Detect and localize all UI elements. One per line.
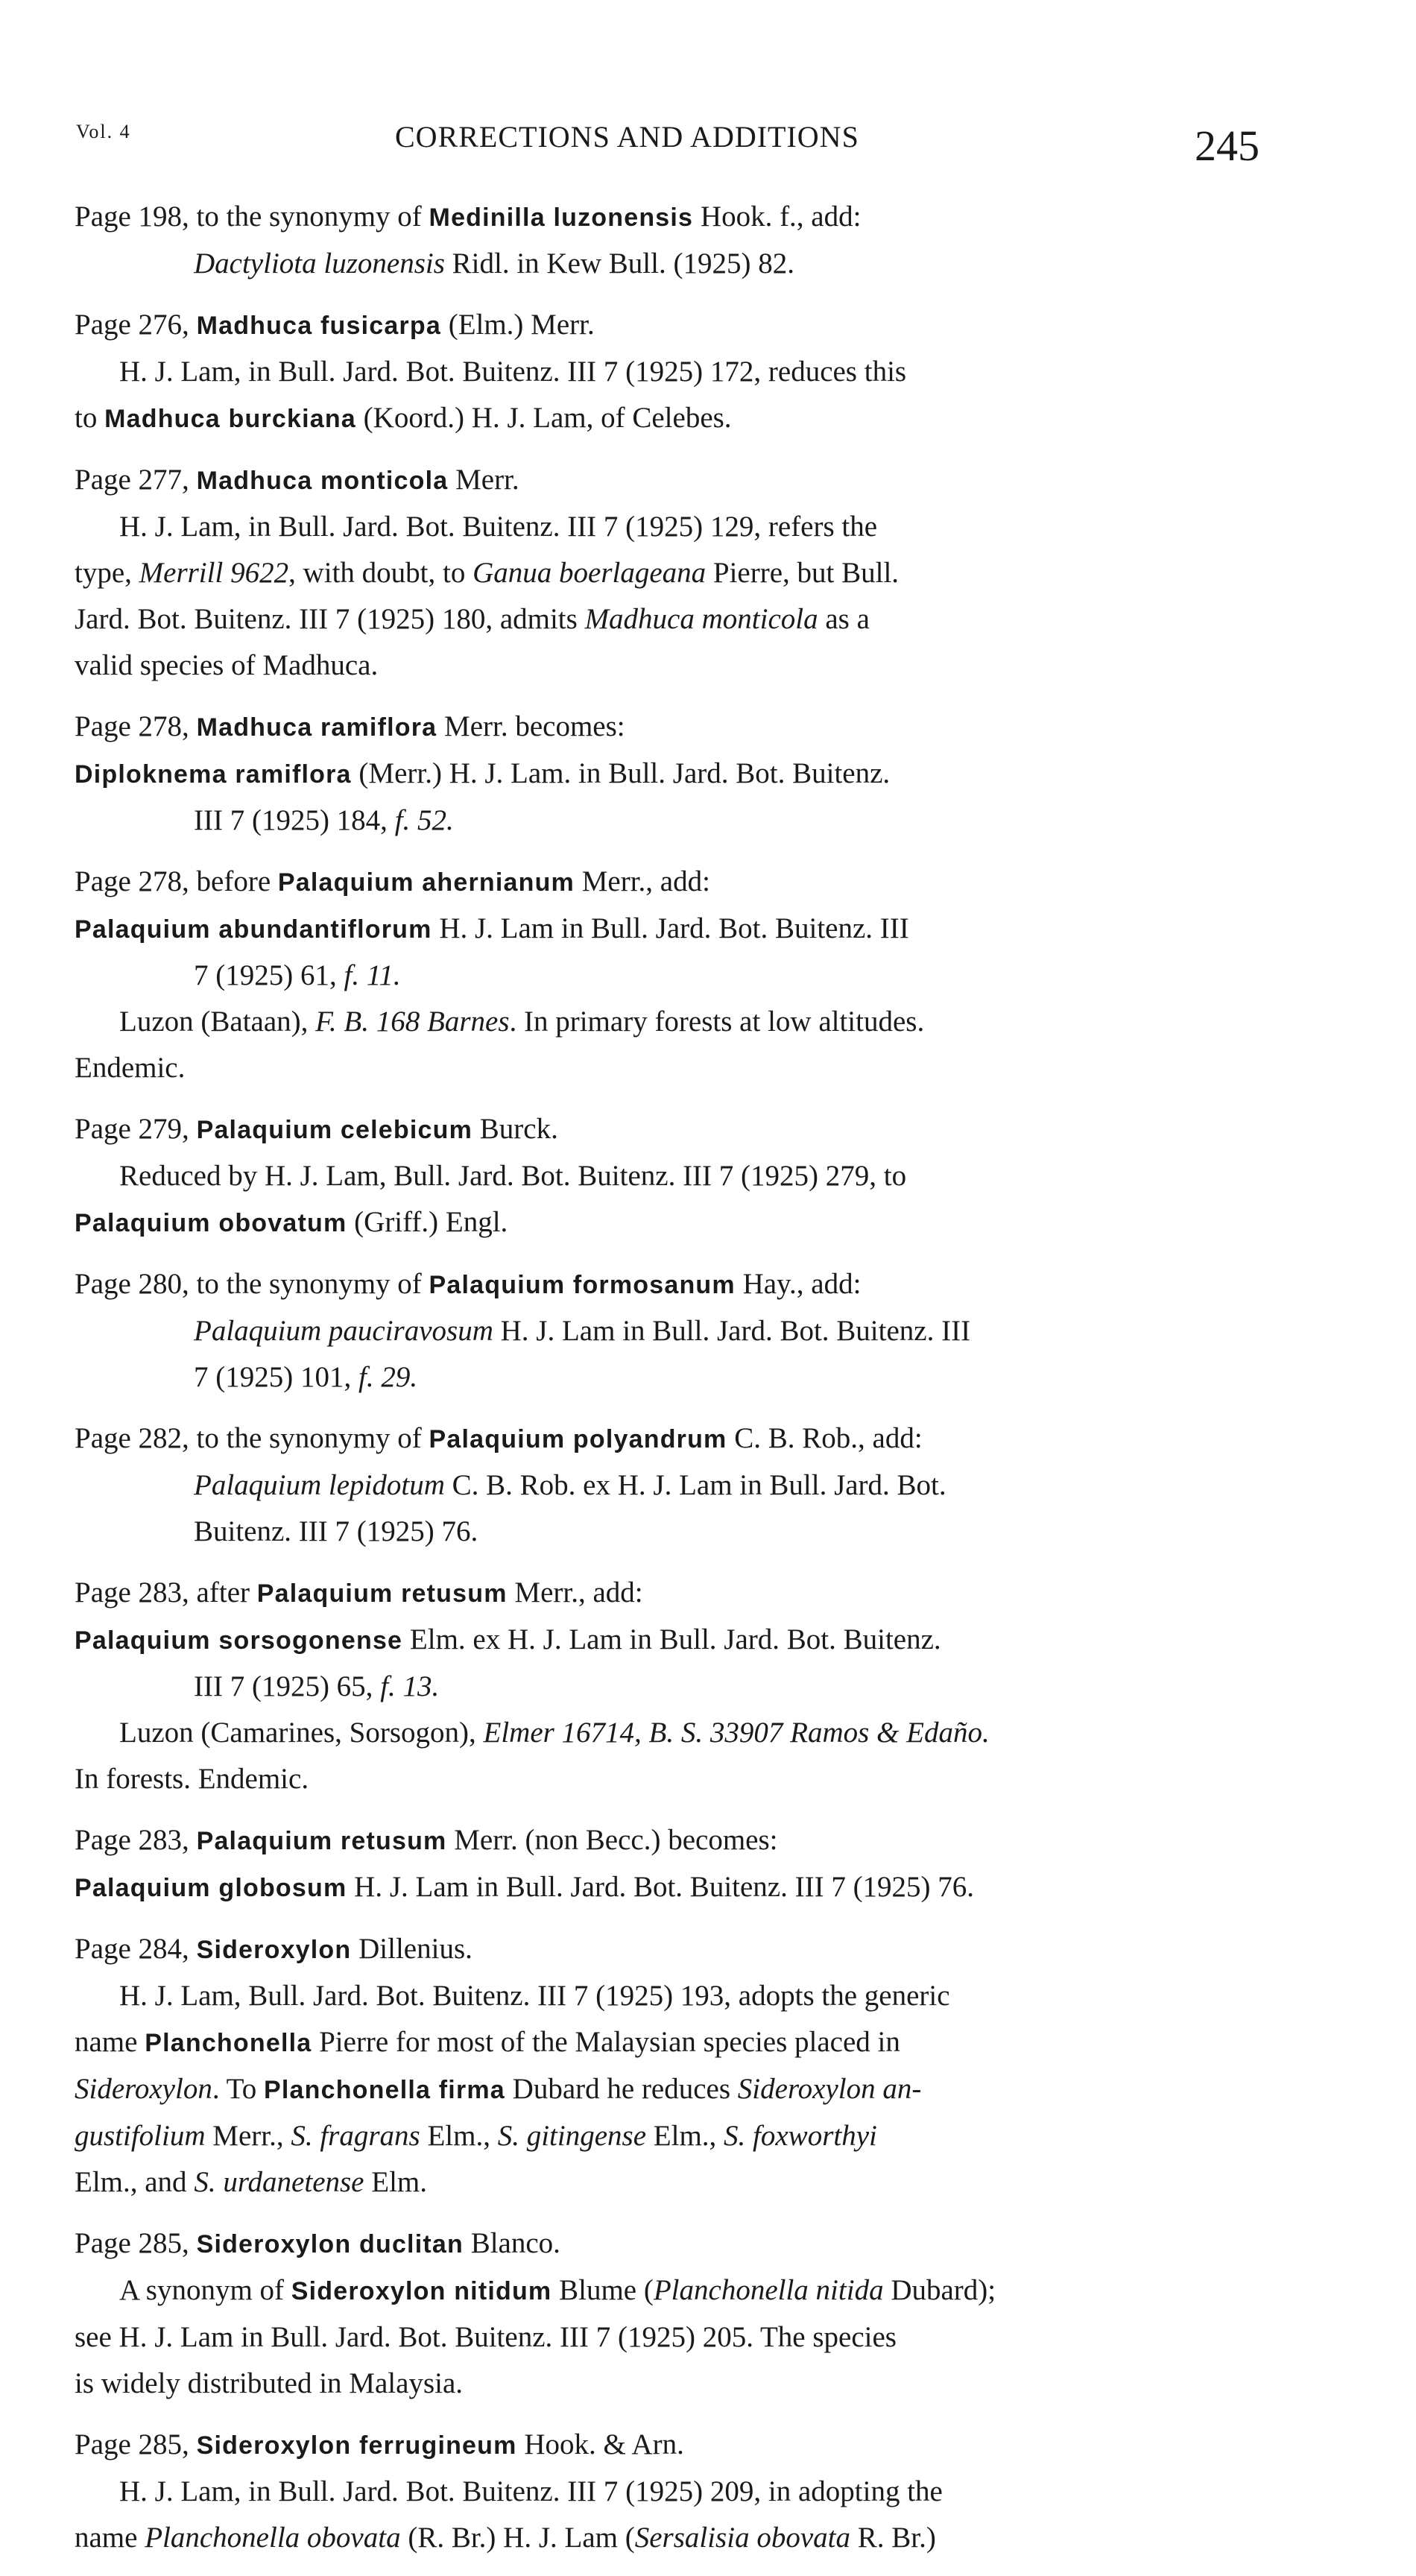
text-segment: 7 (1925) 61, xyxy=(194,959,344,991)
text-segment: name xyxy=(75,2026,145,2058)
text-segment: see H. J. Lam in Bull. Jard. Bot. Buitenz. III 7 (1925) 205. The species xyxy=(75,2321,897,2353)
species-name: Palaquium abundantiflorum xyxy=(75,915,432,944)
entry xyxy=(75,2422,1259,2561)
species-name: Palaquium celebicum xyxy=(196,1116,473,1144)
italic-text: Sersalisia obovata xyxy=(634,2522,850,2554)
text-segment: A synonym of xyxy=(119,2274,291,2306)
text-segment: Luzon (Bataan), xyxy=(119,1006,316,1038)
text-segment: . To xyxy=(212,2073,264,2105)
entry-line xyxy=(75,2314,1259,2361)
entry xyxy=(75,859,1259,1091)
text-segment: Merr. (non Becc.) becomes: xyxy=(446,1824,778,1856)
text-segment: Page 285, xyxy=(75,2227,197,2259)
text-segment: Page 285, xyxy=(75,2428,197,2460)
text-segment: Buitenz. III 7 (1925) 76. xyxy=(194,1515,478,1547)
text-segment: Elm., xyxy=(646,2120,724,2152)
entry xyxy=(75,194,1259,287)
text-segment: C. B. Rob., add: xyxy=(727,1422,923,1454)
italic-text: f. 52. xyxy=(394,804,454,836)
text-segment: Ridl. in Kew Bull. (1925) 82. xyxy=(444,247,794,280)
species-name: Palaquium obovatum xyxy=(75,1209,347,1237)
entry-line xyxy=(75,1926,1259,1973)
entry-line xyxy=(75,1415,1259,1462)
italic-text: Planchonella nitida xyxy=(653,2274,884,2306)
entry-line xyxy=(75,2422,1259,2469)
text-segment: . In primary forests at low altitudes. xyxy=(509,1006,925,1038)
italic-text: S. fragrans xyxy=(291,2120,420,2152)
italic-text: Dactyliota luzonensis xyxy=(194,247,445,280)
entry-line xyxy=(75,2361,1259,2407)
text-segment: Page 283, xyxy=(75,1824,197,1856)
entry-line xyxy=(75,2159,1259,2206)
entry-line xyxy=(75,1509,1259,1555)
text-segment: H. J. Lam in Bull. Jard. Bot. Buitenz. III xyxy=(432,912,909,944)
text-segment: Page 284, xyxy=(75,1933,197,1965)
species-name: Madhuca burckiana xyxy=(104,405,356,433)
species-name: Palaquium ahernianum xyxy=(277,868,575,897)
species-name: Palaquium sorsogonense xyxy=(75,1626,403,1655)
text-segment: H. J. Lam, Bull. Jard. Bot. Buitenz. III 7 (1925) 193, adopts the generic xyxy=(119,1980,950,2012)
text-segment: valid species of Madhuca. xyxy=(75,649,379,681)
species-name: Sideroxylon ferrugineum xyxy=(196,2431,517,2460)
entry-line xyxy=(75,1664,1259,1710)
text-segment: (Griff.) Engl. xyxy=(347,1206,508,1238)
entry-line xyxy=(75,1045,1259,1091)
text-segment: Merr. xyxy=(448,464,519,496)
text-segment: Blanco. xyxy=(463,2227,560,2259)
entry xyxy=(75,1817,1259,1911)
text-segment: Hook. f., add: xyxy=(693,201,862,233)
species-name: Palaquium retusum xyxy=(196,1827,447,1855)
species-name: Planchonella firma xyxy=(264,2076,505,2104)
entry xyxy=(75,1570,1259,1802)
entry-line xyxy=(75,241,1259,287)
text-segment: Page 198, to the synonymy of xyxy=(75,201,429,233)
italic-text: S. urdanetense xyxy=(194,2166,364,2198)
entry-line xyxy=(75,1354,1259,1401)
text-segment: Dubard he reduces xyxy=(505,2073,738,2105)
italic-text: S. gitingense xyxy=(497,2120,647,2152)
entry-line xyxy=(75,1199,1259,1246)
italic-text: Madhuca monticola xyxy=(584,603,818,635)
text-segment: to xyxy=(75,402,105,434)
text-segment: Page 277, xyxy=(75,464,197,496)
species-name: Madhuca fusicarpa xyxy=(196,312,441,340)
page-number: 245 xyxy=(1195,121,1259,170)
entry-line xyxy=(75,1973,1259,2019)
entry-line xyxy=(75,2220,1259,2267)
entry-line xyxy=(75,953,1259,999)
entry-line xyxy=(75,504,1259,550)
italic-text: Sideroxylon an- xyxy=(737,2073,922,2105)
text-segment: H. J. Lam, in Bull. Jard. Bot. Buitenz. III 7 (1925) 129, refers the xyxy=(119,511,878,543)
text-segment: Page 278, before xyxy=(75,865,278,897)
text-segment: H. J. Lam in Bull. Jard. Bot. Buitenz. III xyxy=(493,1315,971,1347)
text-segment: Page 278, xyxy=(75,710,197,742)
text-segment: In forests. Endemic. xyxy=(75,1763,309,1795)
entry-line xyxy=(75,302,1259,349)
text-segment: Reduced by H. J. Lam, Bull. Jard. Bot. Buitenz. III 7 (1925) 279, to xyxy=(119,1160,907,1192)
italic-text: Sideroxylon xyxy=(75,2073,212,2105)
italic-text: gustifolium xyxy=(75,2120,206,2152)
entry-line xyxy=(75,1710,1259,1756)
text-segment: Merr., xyxy=(205,2120,291,2152)
text-segment: Pierre, but Bull. xyxy=(706,557,900,589)
entry-line xyxy=(75,1106,1259,1153)
text-segment: Elm., xyxy=(420,2120,498,2152)
entry-line xyxy=(75,2469,1259,2515)
entry-line xyxy=(75,1261,1259,1308)
text-segment: Merr. becomes: xyxy=(437,710,625,742)
text-segment: C. B. Rob. ex H. J. Lam in Bull. Jard. Bot. xyxy=(444,1469,946,1501)
entry-line xyxy=(75,457,1259,504)
entry-line xyxy=(75,999,1259,1045)
entry-line xyxy=(75,906,1259,953)
entry-line xyxy=(75,2515,1259,2561)
entry xyxy=(75,2220,1259,2407)
text-segment: Dillenius. xyxy=(351,1933,472,1965)
text-segment: Page 280, to the synonymy of xyxy=(75,1268,429,1300)
entry-line xyxy=(75,1617,1259,1664)
entry-line xyxy=(75,1817,1259,1864)
text-segment: Luzon (Camarines, Sorsogon), xyxy=(119,1717,484,1749)
text-segment: Page 279, xyxy=(75,1113,197,1145)
text-segment: Jard. Bot. Buitenz. III 7 (1925) 180, admits xyxy=(75,603,585,635)
text-segment: Blume ( xyxy=(551,2274,654,2306)
entry xyxy=(75,1926,1259,2206)
italic-text: Ganua boerlageana xyxy=(472,557,707,589)
species-name: Sideroxylon xyxy=(196,1936,352,1964)
text-segment: is widely distributed in Malaysia. xyxy=(75,2367,464,2399)
entry-line xyxy=(75,349,1259,395)
text-segment: H. J. Lam in Bull. Jard. Bot. Buitenz. III 7 (1925) 76. xyxy=(347,1871,975,1903)
entry-line xyxy=(75,1570,1259,1617)
entry-line xyxy=(75,1756,1259,1802)
page-header xyxy=(75,112,1259,194)
italic-text: Palaquium lepidotum xyxy=(194,1469,445,1501)
species-name: Madhuca monticola xyxy=(196,467,449,495)
species-name: Palaquium formosanum xyxy=(429,1271,736,1299)
text-segment: Hook. & Arn. xyxy=(516,2428,684,2460)
italic-text: f. 29. xyxy=(358,1361,418,1393)
italic-text: Palaquium pauciravosum xyxy=(194,1315,493,1347)
entry xyxy=(75,704,1259,844)
text-segment: Burck. xyxy=(472,1113,558,1145)
italic-text: F. B. 168 Barnes xyxy=(315,1006,510,1038)
entry-line xyxy=(75,643,1259,689)
text-segment: Elm. xyxy=(364,2166,427,2198)
entry-line xyxy=(75,1462,1259,1509)
species-name: Sideroxylon nitidum xyxy=(291,2277,552,2305)
text-segment: (R. Br.) H. J. Lam ( xyxy=(400,2522,635,2554)
entry-line xyxy=(75,550,1259,596)
text-segment: as a xyxy=(818,603,870,635)
species-name: Palaquium globosum xyxy=(75,1874,347,1902)
text-segment: R. Br.) xyxy=(850,2522,936,2554)
text-segment: Page 282, to the synonymy of xyxy=(75,1422,429,1454)
text-segment: , with doubt, to xyxy=(288,557,473,589)
entry-line xyxy=(75,798,1259,844)
entry-line xyxy=(75,1308,1259,1354)
volume-label: Vol. 4 xyxy=(76,121,131,142)
species-name: Palaquium polyandrum xyxy=(429,1425,727,1453)
italic-text: f. 11. xyxy=(344,959,401,991)
entry-line xyxy=(75,704,1259,751)
text-segment: (Merr.) H. J. Lam. in Bull. Jard. Bot. Buitenz. xyxy=(351,757,891,789)
species-name: Diploknema ramiflora xyxy=(75,760,352,789)
text-segment: Page 276, xyxy=(75,309,197,341)
text-segment: Pierre for most of the Malaysian species placed in xyxy=(312,2026,900,2058)
entries-list xyxy=(75,194,1259,2561)
entry-line xyxy=(75,751,1259,798)
text-segment: III 7 (1925) 65, xyxy=(194,1670,381,1702)
text-segment: Elm. ex H. J. Lam in Bull. Jard. Bot. Buitenz. xyxy=(402,1623,941,1655)
text-segment: Merr., add: xyxy=(507,1576,643,1609)
entry-line xyxy=(75,2066,1259,2113)
text-segment: (Elm.) Merr. xyxy=(440,309,595,341)
entry xyxy=(75,1415,1259,1555)
text-segment: name xyxy=(75,2522,145,2554)
entry-line xyxy=(75,2019,1259,2066)
entry-line xyxy=(75,859,1259,906)
text-segment: Hay., add: xyxy=(735,1268,862,1300)
text-segment: Page 283, after xyxy=(75,1576,257,1609)
entry xyxy=(75,1106,1259,1246)
species-name: Madhuca ramiflora xyxy=(196,713,437,742)
running-title: CORRECTIONS AND ADDITIONS xyxy=(395,120,859,154)
species-name: Planchonella xyxy=(145,2029,312,2057)
italic-text: f. 13. xyxy=(380,1670,440,1702)
entry-line xyxy=(75,395,1259,442)
text-segment: Endemic. xyxy=(75,1052,186,1084)
species-name: Medinilla luzonensis xyxy=(429,203,694,232)
entry-line xyxy=(75,1864,1259,1911)
text-segment: Elm., and xyxy=(75,2166,195,2198)
text-segment: III 7 (1925) 184, xyxy=(194,804,395,836)
entry-line xyxy=(75,194,1259,241)
italic-text: S. foxworthyi xyxy=(724,2120,877,2152)
entry xyxy=(75,302,1259,442)
document-page xyxy=(75,112,1259,2576)
italic-text: Planchonella obovata xyxy=(145,2522,401,2554)
species-name: Sideroxylon duclitan xyxy=(196,2230,464,2258)
text-segment: Dubard); xyxy=(883,2274,996,2306)
entry-line xyxy=(75,2113,1259,2159)
text-segment: Merr., add: xyxy=(575,865,710,897)
entry-line xyxy=(75,2267,1259,2314)
entry-line xyxy=(75,1153,1259,1199)
text-segment: type, xyxy=(75,557,139,589)
text-segment: H. J. Lam, in Bull. Jard. Bot. Buitenz. III 7 (1925) 172, reduces this xyxy=(119,356,907,388)
entry xyxy=(75,1261,1259,1401)
text-segment: H. J. Lam, in Bull. Jard. Bot. Buitenz. III 7 (1925) 209, in adopting the xyxy=(119,2475,943,2507)
italic-text: Elmer 16714, B. S. 33907 Ramos & Edaño. xyxy=(483,1717,990,1749)
italic-text: Merrill 9622 xyxy=(139,557,289,589)
species-name: Palaquium retusum xyxy=(256,1579,508,1608)
text-segment: 7 (1925) 101, xyxy=(194,1361,358,1393)
entry-line xyxy=(75,596,1259,643)
text-segment: (Koord.) H. J. Lam, of Celebes. xyxy=(355,402,732,434)
entry xyxy=(75,457,1259,689)
